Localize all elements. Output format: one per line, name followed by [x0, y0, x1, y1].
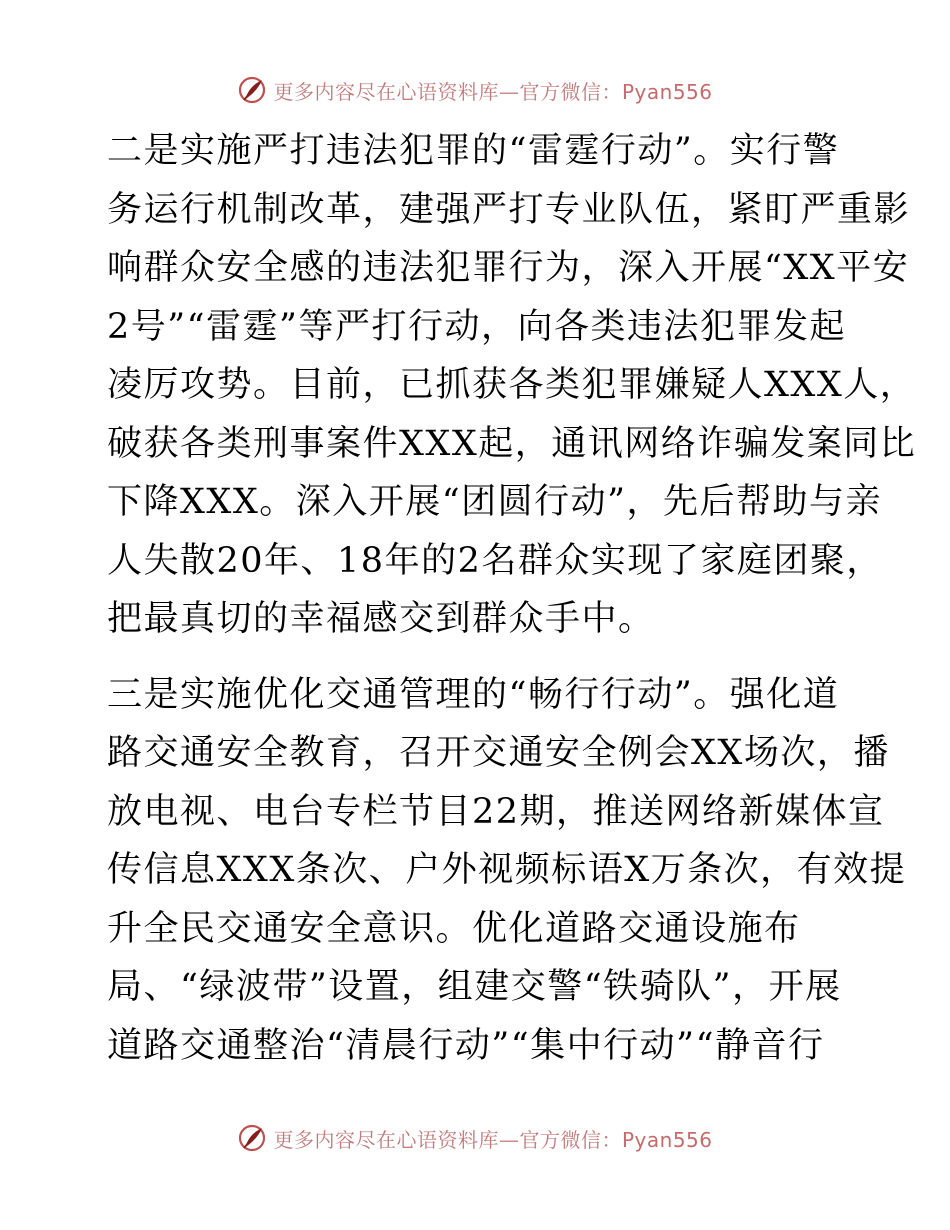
paragraph-thunder-action	[97, 122, 917, 649]
document-body	[97, 122, 917, 1075]
footer-watermark	[0, 1118, 950, 1158]
text-line: 二是实施严打违法犯罪的“雷霆行动”。实行警	[107, 131, 840, 171]
text-line: 人失散20年、18年的2名群众实现了家庭团聚，	[107, 540, 883, 581]
header-watermark	[0, 70, 950, 110]
text-line: 道路交通整治“清晨行动”“集中行动”“静音行	[107, 1025, 825, 1066]
text-line: 三是实施优化交通管理的“畅行行动”。强化道	[107, 674, 840, 715]
header-watermark-text: 更多内容尽在心语资料库—官方微信：Pyan556	[273, 79, 713, 104]
text-line: 升全民交通安全意识。优化道路交通设施布	[107, 908, 801, 949]
feather-pen-logo-icon	[237, 75, 267, 105]
text-line: 破获各类刑事案件XXX起，通讯网络诈骗发案同比	[107, 423, 917, 464]
text-line: 传信息XXX条次、户外视频标语X万条次，有效提	[107, 850, 907, 890]
text-line: 务运行机制改革，建强严打专业队伍，紧盯严重影	[107, 189, 911, 230]
text-line: 下降XXX。深入开展“团圆行动”，先后帮助与亲	[107, 482, 883, 522]
footer-watermark-text: 更多内容尽在心语资料库—官方微信：Pyan556	[273, 1127, 713, 1152]
paragraph-smooth-traffic-action	[97, 666, 907, 1076]
text-line: 路交通安全教育，召开交通安全例会XX场次，播	[107, 733, 890, 773]
text-line: 放电视、电台专栏节目22期，推送网络新媒体宣	[107, 791, 885, 832]
text-line: 凌厉攻势。目前，已抓获各类犯罪嫌疑人XXX人，	[107, 365, 917, 405]
text-line: 2号”“雷霆”等严打行动，向各类违法犯罪发起	[107, 306, 846, 347]
text-line: 响群众安全感的违法犯罪行为，深入开展“XX平安	[107, 248, 910, 288]
text-line: 局、“绿波带”设置，组建交警“铁骑队”，开展	[107, 967, 842, 1007]
feather-pen-logo-icon	[237, 1123, 267, 1153]
text-line: 把最真切的幸福感交到群众手中。	[107, 599, 655, 639]
